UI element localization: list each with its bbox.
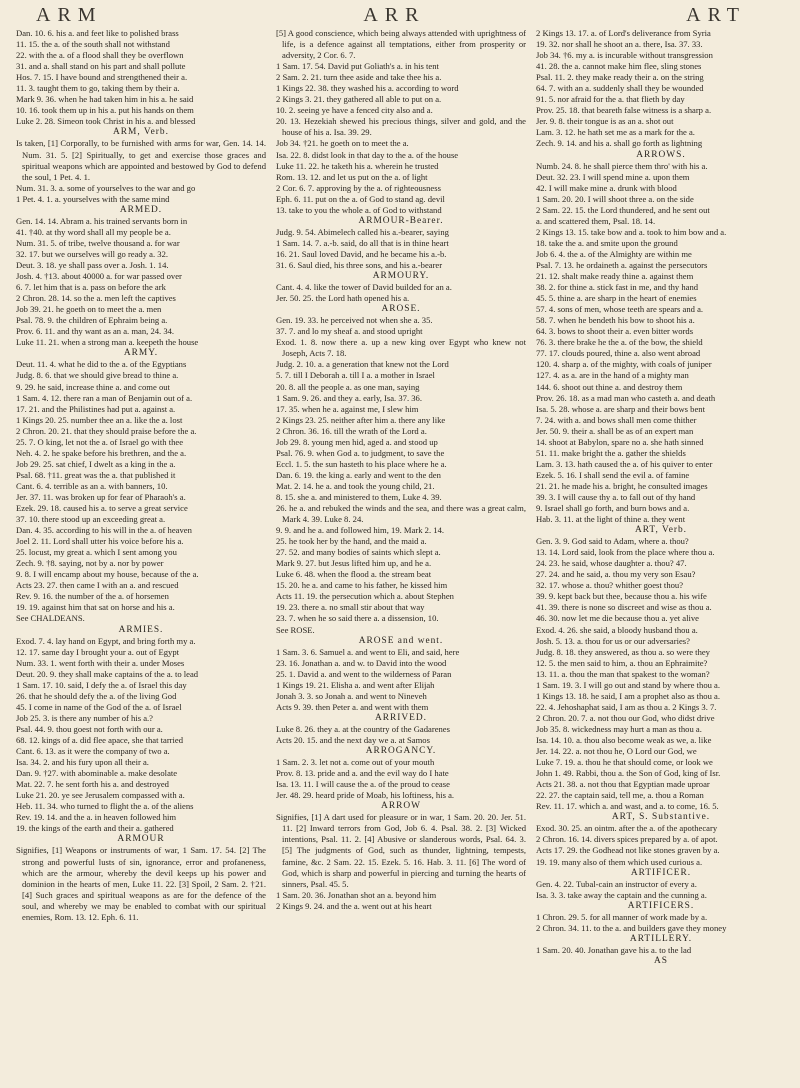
concordance-line: 2 Kings 13. 15. take bow and a. took to him bow and a. [536, 226, 727, 237]
concordance-line: 15. 20. he a. and came to his father, he kissed him [276, 580, 448, 591]
concordance-line: Lam. 3. 12. he hath set me as a mark for the a. [536, 127, 695, 138]
concordance-line: Acts 23. 27. then came I with an a. and rescued [16, 580, 179, 591]
concordance-line: Acts 11. 19. the persecution which a. about Stephen [276, 591, 454, 602]
concordance-line: Mat. 22. 7. he sent forth his a. and destroyed [16, 779, 169, 790]
concordance-line: Cant. 6. 4. terrible as an a. with banners, 10. [16, 480, 168, 491]
concordance-line: 127. 4. as a. are in the hand of a mighty man [536, 370, 689, 381]
concordance-line: John 1. 49. Rabbi, thou a. the Son of God, king of Isr. [536, 768, 721, 779]
concordance-line: Deut. 11. 4. what he did to the a. of the Egyptians [16, 359, 187, 370]
concordance-line: Lam. 3. 13. hath caused the a. of his quiver to enter [536, 458, 713, 469]
concordance-line: 2 Kings 3. 21. they gathered all able to put on a. [276, 94, 442, 105]
concordance-line: Dan. 4. 35. according to his will in the a. of heaven [16, 525, 192, 536]
concordance-line: 5. 7. till I Deborah a. till I a. a mother in Israel [276, 370, 435, 381]
concordance-line: ARMOUR-Bearer. [358, 215, 444, 226]
concordance-line: Jer. 9. 8. their tongue is as an a. shot out [536, 116, 674, 127]
concordance-line: 42. I will make mine a. drunk with blood [536, 182, 677, 193]
concordance-line: See ROSE. [276, 624, 315, 635]
column-middle [276, 28, 526, 967]
concordance-line: Dan. 9. †27. with abominable a. make desolate [16, 768, 178, 779]
concordance-line: Hos. 7. 15. I have bound and strengthened their a. [16, 72, 188, 83]
concordance-line: Josh. 4. †13. about 40000 a. for war passed over [16, 271, 182, 282]
concordance-line: Acts 20. 15. and the next day we a. at Samos [276, 735, 430, 745]
concordance-line: 19. 19. many also of them which used curious a. [536, 856, 703, 867]
concordance-line: 64. 7. with an a. suddenly shall they be wounded [536, 83, 704, 94]
column-right [536, 28, 786, 967]
concordance-line: 12. 17. same day I brought your a. out of Egypt [16, 646, 180, 657]
concordance-line: 22. 27. the captain said, tell me, a. thou a Roman [536, 790, 704, 801]
concordance-line: Acts 17. 29. the Godhead not like stones graven by a. [536, 845, 720, 856]
concordance-line: 31. 6. Saul died, his three sons, and his a.-bearer [276, 259, 443, 270]
concordance-line: Jer. 37. 11. was broken up for fear of Pharaoh's a. [16, 491, 186, 502]
concordance-line: ARROGANCY. [365, 746, 437, 757]
concordance-line: 9. 9. and he a. and followed him, 19. Mark 2. 14. [276, 525, 445, 536]
running-head [16, 4, 786, 28]
concordance-line: 41. 39. there is none so discreet and wise as thou a. [536, 602, 712, 613]
concordance-line: Gen. 4. 22. Tubal-cain an instructor of every a. [536, 878, 697, 889]
concordance-line: 32. 17. whose a. thou? whither goest thou? [536, 580, 684, 591]
columns [16, 28, 786, 967]
concordance-line: Mat. 2. 14. he a. and took the young child, 21. [276, 480, 435, 491]
concordance-line: Cant. 6. 13. as it were the company of two a. [16, 746, 170, 757]
concordance-line: Num. 33. 1. went forth with their a. under Moses [16, 657, 185, 668]
concordance-line: 27. 24. and he said, a. thou my very son Esau? [536, 569, 696, 580]
concordance-line: ARTIFICERS. [627, 900, 695, 911]
concordance-line: 19. the kings of the earth and their a. gathered [16, 823, 174, 834]
concordance-line: [5] A good conscience, which being always attended with uprightness of life, is a defence against all temptations, either from prosperity or adversity, 2 Cor. 6. 7. [276, 28, 526, 61]
concordance-line: Exod. 4. 26. she said, a bloody husband thou a. [536, 624, 698, 635]
concordance-line: 41. †40. at thy word shall all my people be a. [16, 226, 171, 237]
concordance-line: 22. 4. Jehoshaphat said, I am as thou a. 2 Kings 3. 7. [536, 701, 717, 712]
concordance-line: 20. 8. all the people a. as one man, saying [276, 381, 420, 392]
concordance-line: Rev. 9. 16. the number of the a. of horsemen [16, 591, 169, 602]
concordance-line: 2 Kings 13. 17. a. of Lord's deliverance from Syria [536, 28, 711, 38]
concordance-line: 26. that he should defy the a. of the living God [16, 690, 177, 701]
concordance-line: 2 Sam. 2. 21. turn thee aside and take thee his a. [276, 72, 442, 83]
concordance-line: Exod. 30. 25. an ointm. after the a. of the apothecary [536, 823, 718, 834]
concordance-line: 9. 8. I will encamp about my house, because of the a. [16, 569, 199, 580]
concordance-line: 46. 30. now let me die because thou a. yet alive [536, 613, 699, 624]
concordance-line: Neh. 4. 2. he spake before his brethren, and the a. [16, 447, 187, 458]
concordance-line: 1 Sam. 20. 40. Jonathan gave his a. to the lad [536, 944, 692, 955]
concordance-line: Job 6. 4. the a. of the Almighty are within me [536, 248, 692, 259]
concordance-line: 9. Israel shall go forth, and burn bows and a. [536, 503, 690, 514]
concordance-line: Psal. 7. 13. he ordaineth a. against the persecutors [536, 259, 708, 270]
concordance-line: Job 29. 25. sat chief, I dwelt as a king in the a. [16, 458, 176, 469]
concordance-line: ART, Verb. [634, 525, 688, 536]
concordance-line: 17. 21. and the Philistines had put a. against a. [16, 403, 176, 414]
concordance-line: Psal. 11. 2. they make ready their a. on the string [536, 72, 704, 83]
concordance-line: ARTIFICER. [630, 867, 692, 878]
concordance-line: 2 Cor. 6. 7. approving by the a. of righteousness [276, 182, 441, 193]
concordance-line: 1 Sam. 17. 54. David put Goliath's a. in his tent [276, 61, 439, 72]
concordance-line: Prov. 6. 11. and thy want as an a. man, 24. 34. [16, 326, 175, 337]
concordance-line: Num. 31. 3. a. some of yourselves to the war and go [16, 182, 196, 193]
concordance-line: Is taken, [1] Corporally, to be furnished with arms for war, Gen. 14. 14. Num. 31. 5. [2] Spiritually, to get and exercise those graces and spiritual weapons which are appointed and bestowed by God to defend the soul, 1 Pet. 4. 1. [16, 138, 266, 182]
concordance-line: 1 Sam. 9. 26. and they a. early, Isa. 37. 36. [276, 392, 422, 403]
concordance-line: 2 Chron. 20. 21. that they should praise before the a. [16, 425, 197, 436]
concordance-line: Zech. 9. †8. saying, not by a. nor by power [16, 558, 164, 569]
concordance-line: 2 Chron. 20. 7. a. not thou our God, who didst drive [536, 712, 715, 723]
concordance-line: AROSE and went. [358, 635, 444, 646]
concordance-line: Num. 31. 5. of tribe, twelve thousand a. for war [16, 237, 180, 248]
concordance-line: Psal. 76. 9. when God a. to judgment, to save the [276, 447, 445, 458]
concordance-line: Isa. 13. 11. I will cause the a. of the proud to cease [276, 779, 450, 790]
concordance-line: 26. he a. and rebuked the winds and the sea, and there was a great calm, Mark 4. 39. Luke 8. 24. [276, 503, 526, 525]
concordance-line: Deut. 3. 18. ye shall pass over a. Josh. 1. 14. [16, 259, 169, 270]
concordance-line: 91. 5. nor afraid for the a. that flieth by day [536, 94, 685, 105]
concordance-line: Luke 21. 20. ye see Jerusalem compassed with a. [16, 790, 185, 801]
concordance-line: 2 Chron. 16. 14. divers spices prepared by a. of apot. [536, 834, 718, 845]
concordance-line: 25. 7. O king, let not the a. of Israel go with thee [16, 436, 184, 447]
concordance-line: 1 Sam. 4. 12. there ran a man of Benjamin out of a. [16, 392, 193, 403]
concordance-line: 1 Sam. 2. 3. let not a. come out of your mouth [276, 757, 435, 768]
concordance-line: Luke 11. 21. when a strong man a. keepeth the house [16, 337, 199, 348]
concordance-line: 7. 24. with a. and bows shall men come thither [536, 414, 697, 425]
concordance-line: 77. 17. clouds poured, thine a. also went abroad [536, 348, 701, 359]
concordance-line: Mark 9. 27. but Jesus lifted him up, and he a. [276, 558, 432, 569]
concordance-line: 1 Kings 19. 21. Elisha a. and went after Elijah [276, 679, 435, 690]
concordance-line: 58. 7. when he bendeth his bow to shoot his a. [536, 315, 695, 326]
concordance-line: 1 Sam. 3. 6. Samuel a. and went to Eli, and said, here [276, 646, 460, 657]
concordance-line: Mark 9. 36. when he had taken him in his a. he said [16, 94, 194, 105]
concordance-line: 13. take to you the whole a. of God to withstand [276, 204, 442, 215]
concordance-line: Judg. 9. 54. Abimelech called his a.-bearer, saying [276, 226, 449, 237]
concordance-line: Isa. 22. 8. didst look in that day to the a. of the house [276, 149, 459, 160]
concordance-line: ARMIES. [118, 624, 164, 635]
concordance-line: Acts 9. 39. then Peter a. and went with them [276, 701, 429, 712]
concordance-line: Judg. 8. 6. that we should give bread to thine a. [16, 370, 179, 381]
concordance-line: Ezek. 5. 16. I shall send the evil a. of famine [536, 469, 690, 480]
concordance-line: Cant. 4. 4. like the tower of David builded for an a. [276, 282, 452, 293]
concordance-line: Judg. 2. 10. a. a generation that knew not the Lord [276, 359, 449, 370]
concordance-line: Jer. 50. 9. their a. shall be as of an expert man [536, 425, 694, 436]
concordance-line: Prov. 25. 18. that beareth false witness is a sharp a. [536, 105, 712, 116]
concordance-line: Hab. 3. 11. at the light of thine a. they went [536, 514, 686, 525]
concordance-line: 16. 21. Saul loved David, and he became his a.-b. [276, 248, 447, 259]
concordance-line: Dan. 10. 6. his a. and feet like to polished brass [16, 28, 179, 38]
concordance-line: 1 Kings 13. 18. he said, I am a prophet also as thou a. [536, 690, 721, 701]
concordance-line: ARTILLERY. [629, 933, 693, 944]
concordance-line: 11. 3. taught them to go, taking them by their a. [16, 83, 180, 94]
running-head-left: ARM [36, 4, 103, 26]
concordance-line: Dan. 6. 19. the king a. early and went to the den [276, 469, 441, 480]
concordance-line: Heb. 11. 34. who turned to flight the a. of the aliens [16, 801, 194, 812]
concordance-line: Josh. 5. 13. a. thou for us or our adversaries? [536, 635, 690, 646]
concordance-line: 1 Kings 20. 25. number thee an a. like the a. lost [16, 414, 183, 425]
concordance-line: 1 Sam. 20. 20. I will shoot three a. on the side [536, 193, 694, 204]
concordance-line: Job 39. 21. he goeth on to meet the a. men [16, 304, 162, 315]
concordance-line: 45. 5. thine a. are sharp in the heart of enemies [536, 293, 697, 304]
concordance-line: AROSE. [381, 304, 421, 315]
concordance-line: 2 Chron. 34. 11. to the a. and builders gave they money [536, 922, 727, 933]
concordance-line: a. and scattered them, Psal. 18. 14. [536, 215, 656, 226]
concordance-line: ARMOUR [117, 834, 165, 845]
concordance-line: 19. 19. against him that sat on horse and his a. [16, 602, 175, 613]
concordance-line: Job 35. 8. wickedness may hurt a man as thou a. [536, 723, 702, 734]
concordance-line: Deut. 32. 23. I will spend mine a. upon them [536, 171, 690, 182]
concordance-line: Luke 2. 28. Simeon took Christ in his a. and blessed [16, 116, 196, 127]
concordance-line: AS [654, 955, 668, 966]
concordance-line: 14. shoot at Babylon, spare no a. she hath sinned [536, 436, 704, 447]
concordance-line: 2 Kings 9. 24. and the a. went out at his heart [276, 900, 432, 911]
concordance-line: ARMED. [119, 204, 163, 215]
concordance-line: Luke 6. 48. when the flood a. the stream beat [276, 569, 432, 580]
concordance-line: Psal. 44. 9. thou goest not forth with our a. [16, 723, 163, 734]
concordance-line: Eccl. 1. 5. the sun hasteth to his place where he a. [276, 458, 447, 469]
concordance-line: ARRIVED. [374, 712, 427, 723]
concordance-line: ARMY. [123, 348, 159, 359]
concordance-line: ARM, Verb. [113, 127, 169, 138]
concordance-line: 64. 3. bows to shoot their a. even bitter words [536, 326, 694, 337]
concordance-line: Job 25. 3. is there any number of his a.? [16, 712, 153, 723]
concordance-line: Acts 21. 38. a. not thou that Egyptian made uproar [536, 779, 710, 790]
concordance-line: Eph. 6. 11. put on the a. of God to stand ag. devil [276, 193, 445, 204]
concordance-line: 1 Sam. 14. 7. a.-b. said, do all that is in thine heart [276, 237, 449, 248]
concordance-line: 37. 10. there stood up an exceeding great a. [16, 514, 166, 525]
concordance-line: 23. 7. when he so said there a. a dissension, 10. [276, 613, 439, 624]
concordance-line: Exod. 1. 8. now there a. up a new king over Egypt who knew not Joseph, Acts 7. 18. [276, 337, 526, 359]
concordance-line: 13. 11. a. thou the man that spakest to the woman? [536, 668, 710, 679]
concordance-line: Zech. 9. 14. and his a. shall go forth as lightning [536, 138, 703, 149]
concordance-line: 2 Chron. 28. 14. so the a. men left the captives [16, 293, 176, 304]
concordance-line: 20. 13. Hezekiah shewed his precious things, silver and gold, and the house of his a. Isa. 39. 29. [276, 116, 526, 138]
concordance-line: Exod. 7. 4. lay hand on Egypt, and bring forth my a. [16, 635, 196, 646]
concordance-line: 1 Sam. 20. 36. Jonathan shot an a. beyond him [276, 889, 437, 900]
concordance-line: 76. 3. there brake he the a. of the bow, the shield [536, 337, 703, 348]
concordance-line: Rev. 19. 14. and the a. in heaven followed him [16, 812, 177, 823]
concordance-line: 11. 15. the a. of the south shall not withstand [16, 39, 170, 50]
concordance-line: Job 29. 8. young men hid, aged a. and stood up [276, 436, 438, 447]
concordance-line: Ezek. 29. 18. caused his a. to serve a great service [16, 503, 188, 514]
concordance-line: Gen. 3. 9. God said to Adam, where a. thou? [536, 536, 689, 547]
concordance-line: 68. 12. kings of a. did flee apace, she that tarried [16, 735, 184, 745]
concordance-line: 22. with the a. of a flood shall they be overflown [16, 50, 184, 61]
concordance-line: 9. 29. he said, increase thine a. and come out [16, 381, 170, 392]
concordance-line: Jer. 48. 29. heard pride of Moab, his loftiness, his a. [276, 790, 455, 801]
concordance-line: ARMOURY. [372, 271, 430, 282]
concordance-line: 23. 16. Jonathan a. and w. to David into the wood [276, 657, 447, 668]
concordance-line: Job 34. †6. my a. is incurable without transgression [536, 50, 713, 61]
concordance-line: Psal. 78. 9. the children of Ephraim being a. [16, 315, 168, 326]
concordance-line: Isa. 5. 28. whose a. are sharp and their bows bent [536, 403, 705, 414]
running-head-right: ART [686, 4, 746, 26]
concordance-line: 13. 14. Lord said, look from the place where thou a. [536, 547, 715, 558]
concordance-line: 41. 28. the a. cannot make him flee, sling stones [536, 61, 702, 72]
concordance-line: Jer. 50. 25. the Lord hath opened his a. [276, 293, 410, 304]
concordance-line: 144. 6. shoot out thine a. and destroy them [536, 381, 683, 392]
concordance-line: Signifies, [1] Weapons or instruments of war, 1 Sam. 17. 54. [2] The strong and powerful lusts of sin, ignorance, error and profaneness, which are the armour, whereby the devil keeps up his power and dominion in the hearts of men, Luke 11. 22. [3] Spoil, 2 Sam. 2. †21. [4] Such graces and spiritual weapons as are for the defence of the soul, and whereby we may be enabled to combat with our spiritual enemies, Rom. 13. 12. Eph. 6. 11. [16, 845, 266, 922]
concordance-line: 1 Sam. 19. 3. I will go out and stand by where thou a. [536, 679, 721, 690]
column-left [16, 28, 266, 967]
concordance-line: 37. 7. and lo my sheaf a. and stood upright [276, 326, 423, 337]
concordance-line: 19. 32. nor shall he shoot an a. there, Isa. 37. 33. [536, 39, 703, 50]
concordance-line: 1 Sam. 17. 10. said, I defy the a. of Israel this day [16, 679, 187, 690]
concordance-line: 39. 9. kept back but thee, because thou a. his wife [536, 591, 707, 602]
concordance-line: Joel 2. 11. Lord shall utter his voice before his a. [16, 536, 184, 547]
concordance-line: ARROW [381, 801, 421, 812]
concordance-line: Rom. 13. 12. and let us put on the a. of light [276, 171, 428, 182]
concordance-line: 32. 17. but we ourselves will go ready a. 32. [16, 248, 169, 259]
concordance-line: 57. 4. sons of men, whose teeth are spears and a. [536, 304, 704, 315]
concordance-line: Signifies, [1] A dart used for pleasure or in war, 1 Sam. 20. 20. Jer. 51. 11. [2] Inward terrors from God, Job 6. 4. Psal. 38. 2. [3] Wicked intentions, Psal. 11. 2. [4] Abusive or slanderous words, Psal. 64. 3. [5] The judgments of God, such as thunder, lightning, tempests, famine, &c. 2 Sam. 22. 15. Ezek. 5. 16. Hab. 3. 11. [6] The word of God, which is sharp and powerful in piercing and turning the hearts of sinners, Psal. 45. 5. [276, 812, 526, 889]
concordance-line: 2 Chron. 36. 16. till the wrath of the Lord a. [276, 425, 427, 436]
concordance-line: 31. and a. shall stand on his part and shall pollute [16, 61, 186, 72]
concordance-line: Judg. 8. 18. they answered, as thou a. so were they [536, 646, 710, 657]
concordance-line: 2 Kings 23. 25. neither after him a. there any like [276, 414, 446, 425]
concordance-line: 21. 21. he made his a. bright, he consulted images [536, 480, 708, 491]
concordance-line: ARROWS. [636, 149, 686, 160]
concordance-line: 38. 2. for thine a. stick fast in me, and thy hand [536, 282, 699, 293]
concordance-line: Numb. 24. 8. he shall pierce them thro' with his a. [536, 160, 708, 171]
concordance-line: Prov. 8. 13. pride and a. and the evil way do I hate [276, 768, 449, 779]
concordance-line: Isa. 3. 3. take away the captain and the cunning a. [536, 889, 707, 900]
concordance-line: ART, S. Substantive. [611, 812, 711, 823]
concordance-line: 12. 5. the men said to him, a. thou an Ephraimite? [536, 657, 708, 668]
concordance-line: Jonah 3. 3. so Jonah a. and went to Nineveh [276, 690, 427, 701]
concordance-line: 6. 7. let him that is a. pass on before the ark [16, 282, 166, 293]
concordance-line: Deut. 20. 9. they shall make captains of the a. to lead [16, 668, 199, 679]
concordance-line: 10. 2. seeing ye have a fenced city also and a. [276, 105, 433, 116]
concordance-line: See CHALDEANS. [16, 613, 85, 624]
concordance-line: 39. 3. I will cause thy a. to fall out of thy hand [536, 491, 696, 502]
concordance-line: 1 Chron. 29. 5. for all manner of work made by a. [536, 911, 708, 922]
concordance-line: 45. I come in name of the God of the a. of Israel [16, 701, 182, 712]
concordance-line: Luke 11. 22. he taketh his a. wherein he trusted [276, 160, 439, 171]
running-head-center: ARR [363, 4, 426, 26]
concordance-line: 25. locust, my great a. which I sent among you [16, 547, 177, 558]
concordance-line: Prov. 26. 18. as a mad man who casteth a. and death [536, 392, 716, 403]
concordance-line: Psal. 68. †11. great was the a. that published it [16, 469, 176, 480]
concordance-line: Isa. 34. 2. and his fury upon all their a. [16, 757, 149, 768]
concordance-line: 10. 16. took them up in his a. put his hands on them [16, 105, 194, 116]
concordance-line: 21. 12. shalt make ready thine a. against them [536, 271, 694, 282]
concordance-line: 8. 15. she a. and ministered to them, Luke 4. 39. [276, 491, 442, 502]
concordance-line: 25. 1. David a. and went to the wilderness of Paran [276, 668, 452, 679]
concordance-line: Luke 8. 26. they a. at the country of the Gadarenes [276, 723, 450, 734]
concordance-line: 25. he took her by the hand, and the maid a. [276, 536, 427, 547]
concordance-line: 120. 4. sharp a. of the mighty, with coals of juniper [536, 359, 712, 370]
concordance-line: Isa. 14. 10. a. thou also become weak as we, a. like [536, 735, 712, 745]
concordance-line: 18. take the a. and smite upon the ground [536, 237, 678, 248]
concordance-line: 24. 23. he said, whose daughter a. thou? 47. [536, 558, 687, 569]
concordance-line: Gen. 19. 33. he perceived not when she a. 35. [276, 315, 433, 326]
concordance-line: 19. 23. there a. no small stir about that way [276, 602, 425, 613]
concordance-line: Luke 7. 19. a. thou he that should come, or look we [536, 757, 713, 768]
concordance-line: 2 Sam. 22. 15. the Lord thundered, and he sent out [536, 204, 710, 215]
concordance-line: 1 Kings 22. 38. they washed his a. according to word [276, 83, 459, 94]
concordance-line: 51. 11. make bright the a. gather the shields [536, 447, 686, 458]
concordance-line: 27. 52. and many bodies of saints which slept a. [276, 547, 441, 558]
concordance-line: 1 Pet. 4. 1. a. yourselves with the same mind [16, 193, 170, 204]
concordance-line: 17. 35. when he a. against me, I slew him [276, 403, 419, 414]
concordance-line: Jer. 14. 22. a. not thou he, O Lord our God, we [536, 746, 697, 757]
concordance-line: Gen. 14. 14. Abram a. his trained servants born in [16, 215, 188, 226]
concordance-line: Job 34. †21. he goeth on to meet the a. [276, 138, 409, 149]
concordance-line: Rev. 11. 17. which a. and wast, and a. to come, 16. 5. [536, 801, 719, 812]
